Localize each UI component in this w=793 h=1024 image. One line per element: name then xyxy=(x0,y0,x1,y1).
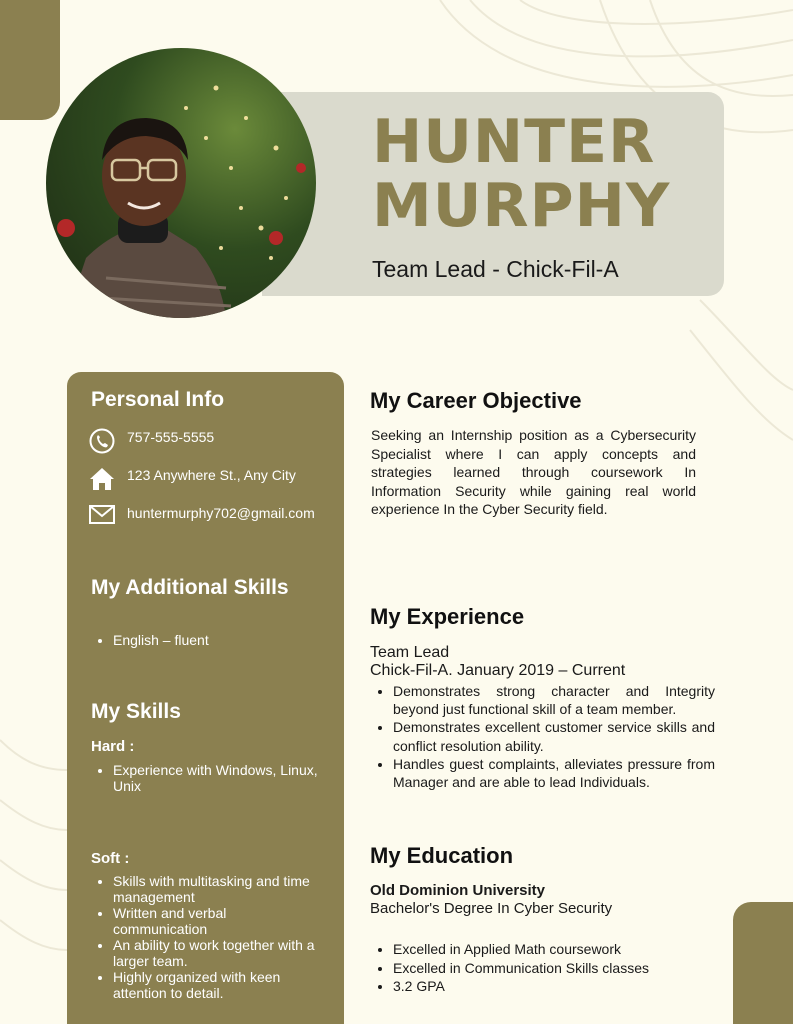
first-name: HUNTER xyxy=(372,107,656,177)
degree: Bachelor's Degree In Cyber Security xyxy=(370,900,613,917)
list-item: • An ability to work together with a larger team. xyxy=(113,937,323,969)
school-name: Old Dominion University xyxy=(370,882,546,899)
list-item: • English – fluent xyxy=(113,632,323,648)
candidate-name xyxy=(372,107,671,241)
list-item: • Written and verbal communication xyxy=(113,905,323,937)
list-item: • Experience with Windows, Linux, Unix xyxy=(113,762,323,794)
career-objective-text: Seeking an Internship position as a Cybersecurity Specialist where I can apply concepts and strategies learned through coursework In Information Security while gaining real world experience In the Cyber Security field. xyxy=(371,427,696,517)
corner-accent-bottom-right xyxy=(733,902,793,1024)
career-objective-heading: My Career Objective xyxy=(370,388,582,413)
address: 123 Anywhere St., Any City xyxy=(127,467,296,483)
sidebar xyxy=(67,372,344,1024)
soft-skills-label: Soft : xyxy=(91,850,130,867)
phone-number: 757-555-5555 xyxy=(127,429,215,445)
corner-accent-top-left xyxy=(0,0,60,120)
email-address: huntermurphy702@gmail.com xyxy=(127,505,315,521)
list-item: • Excelled in Communication Skills classes xyxy=(393,959,649,978)
experience-heading: My Experience xyxy=(370,604,525,629)
soft-skills-list xyxy=(99,873,323,1001)
hard-skills-label: Hard : xyxy=(91,738,135,755)
list-item: • 3.2 GPA xyxy=(393,977,649,996)
personal-info-heading: Personal Info xyxy=(91,388,225,411)
education-bullets xyxy=(376,940,649,996)
job-title: Team Lead xyxy=(370,644,450,661)
education-heading: My Education xyxy=(370,843,514,868)
list-item: • Handles guest complaints, alleviates pressure from Manager and are able to lead Individuals. xyxy=(393,755,715,791)
experience-bullets xyxy=(376,682,715,791)
additional-skills-heading: My Additional Skills xyxy=(91,576,289,599)
mail-icon xyxy=(89,504,117,530)
additional-skills-list xyxy=(99,632,323,648)
hard-skills-list xyxy=(99,762,323,794)
last-name: MURPHY xyxy=(372,171,671,241)
contact-address xyxy=(89,466,327,492)
list-item: • Demonstrates excellent customer service skills and conflict resolution ability. xyxy=(393,718,715,754)
list-item: • Excelled in Applied Math coursework xyxy=(393,940,649,959)
skills-heading: My Skills xyxy=(91,700,181,723)
contact-email xyxy=(89,504,327,530)
home-icon xyxy=(89,466,117,492)
contact-phone xyxy=(89,428,327,454)
job-company-dates: Chick-Fil-A. January 2019 – Current xyxy=(370,662,626,679)
list-item: • Highly organized with keen attention to detail. xyxy=(113,969,323,1001)
current-role: Team Lead - Chick-Fil-A xyxy=(372,256,619,282)
phone-icon xyxy=(89,428,117,454)
list-item: • Skills with multitasking and time management xyxy=(113,873,323,905)
list-item: • Demonstrates strong character and Integrity beyond just functional skill of a team member. xyxy=(393,682,715,718)
profile-photo xyxy=(46,48,316,318)
